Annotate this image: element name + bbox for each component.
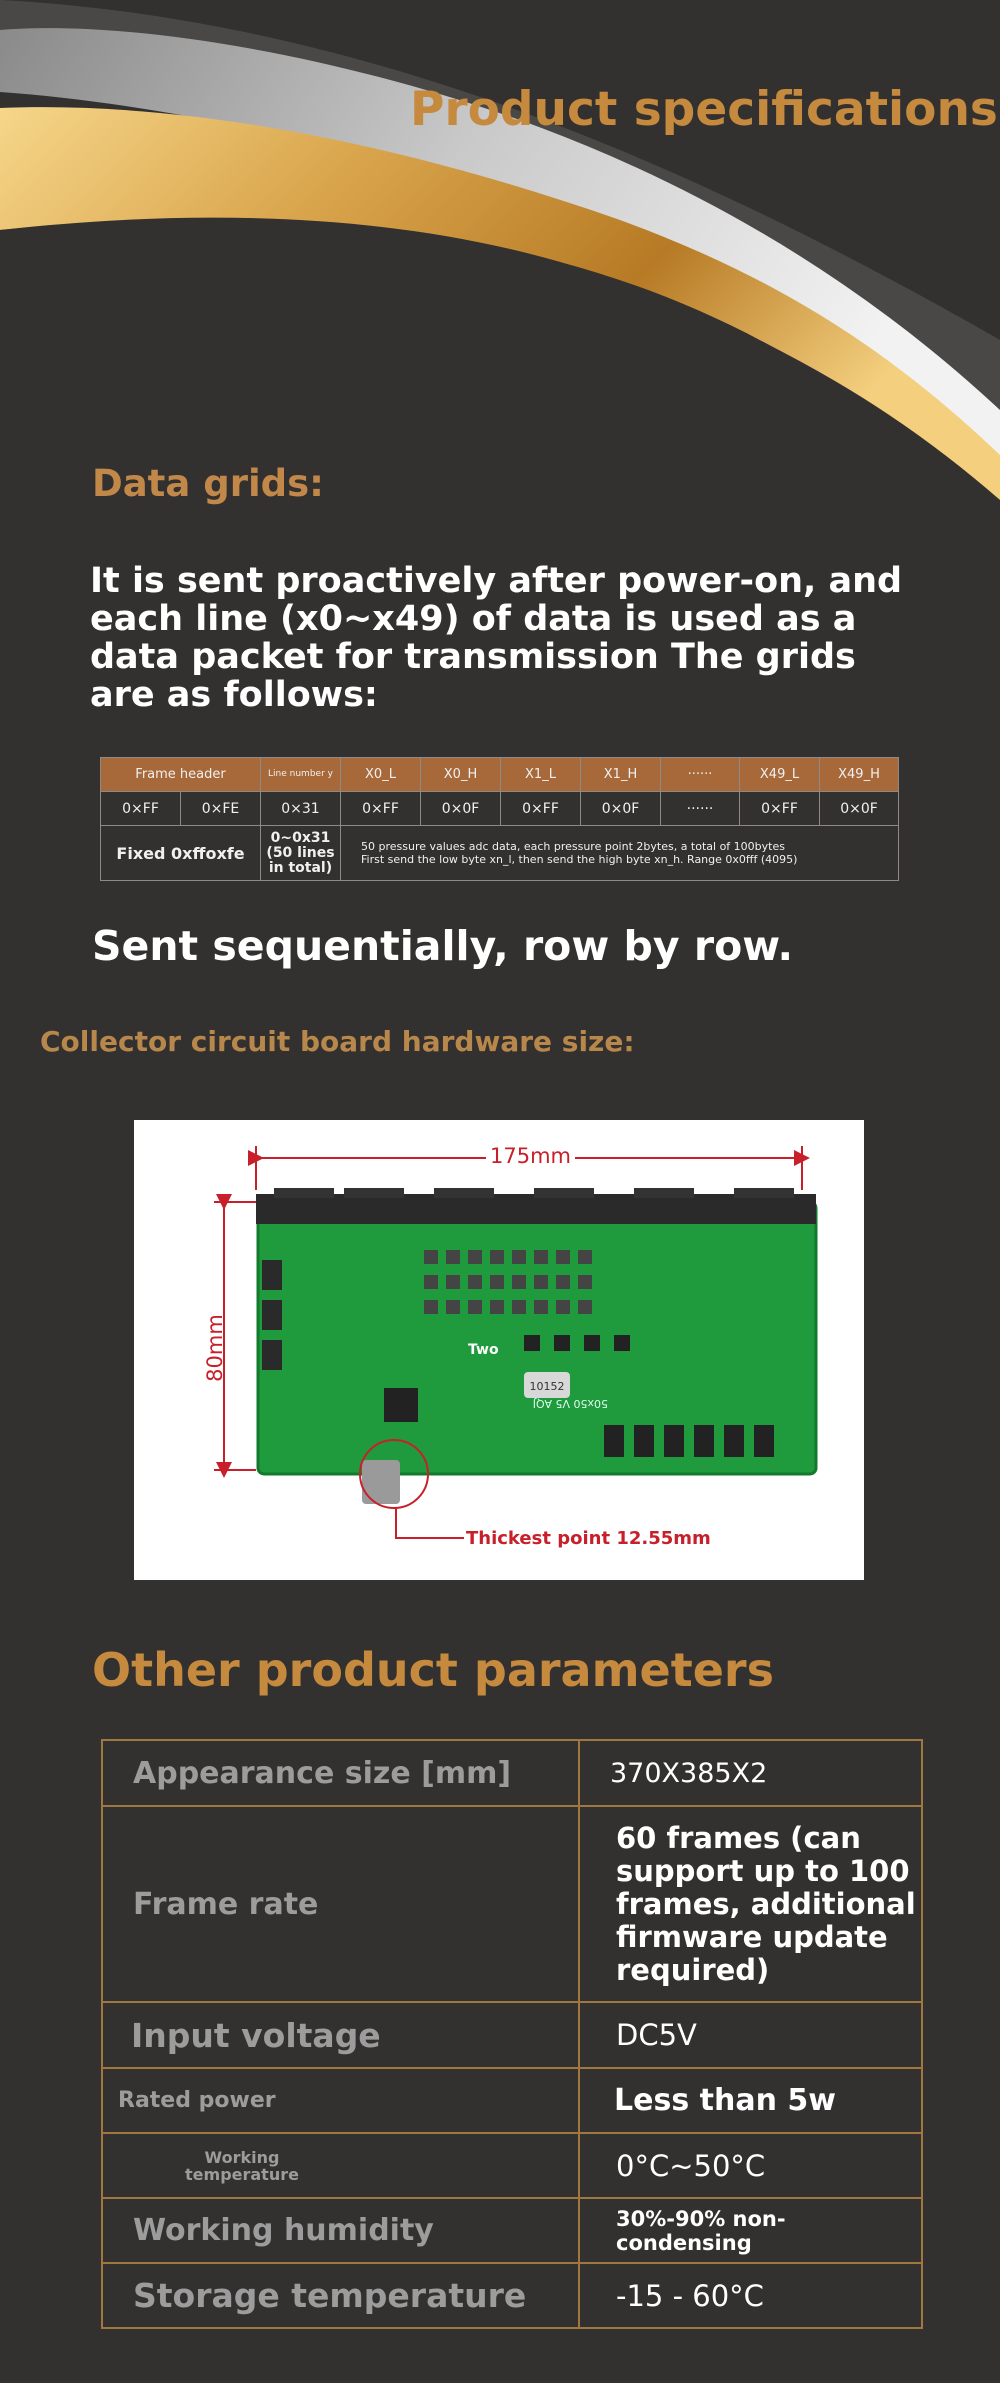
value-cell: 0×FF: [501, 792, 581, 826]
param-row: [102, 1806, 922, 2002]
payload-note-cell: [341, 826, 899, 881]
header-cell: X0_L: [341, 758, 421, 792]
board-thickness-label: Thickest point 12.55mm: [466, 1528, 711, 1549]
other-parameters-heading: Other product parameters: [92, 1643, 774, 1697]
header-cell: X1_L: [501, 758, 581, 792]
value-cell: 0×FF: [740, 792, 820, 826]
fixed-header-cell: Fixed 0xffoxfe: [101, 826, 261, 881]
param-label-text: Working temperature: [185, 2147, 299, 2184]
param-value: 0°C~50°C: [579, 2133, 922, 2198]
value-cell: 0×FF: [341, 792, 421, 826]
param-label: Appearance size [mm]: [102, 1740, 579, 1806]
param-row: [102, 2068, 922, 2133]
param-row: [102, 2002, 922, 2068]
board-sticker-label: 10152: [529, 1380, 565, 1393]
value-cell: 0×31: [261, 792, 341, 826]
param-value: 30%-90% non-condensing: [579, 2198, 922, 2263]
line-range-cell: 0~0x31 (50 lines in total): [261, 826, 341, 881]
header-cell: ······: [661, 758, 740, 792]
header-swoosh-graphic: [0, 0, 1000, 520]
param-label: Frame rate: [102, 1806, 579, 2002]
board-silkscreen-label: 50x50 V5 AQJ: [532, 1397, 608, 1410]
param-value: -15 - 60°C: [579, 2263, 922, 2328]
param-label: Rated power: [102, 2068, 579, 2133]
header-cell: Frame header: [101, 758, 261, 792]
board-width-label: 175mm: [486, 1144, 575, 1168]
value-cell: 0×0F: [581, 792, 661, 826]
param-label: [102, 2133, 579, 2198]
circuit-board-photo: [134, 1120, 864, 1580]
param-row: [102, 2198, 922, 2263]
param-row: [102, 2263, 922, 2328]
param-label: Input voltage: [102, 2002, 579, 2068]
value-cell: 0×0F: [421, 792, 501, 826]
header-cell: X49_L: [740, 758, 820, 792]
protocol-table: [100, 757, 899, 881]
header-cell: X0_H: [421, 758, 501, 792]
param-value: Less than 5w: [579, 2068, 922, 2133]
header-cell: Line number y: [261, 758, 341, 792]
header-cell: X49_H: [820, 758, 899, 792]
param-row: [102, 2133, 922, 2198]
page-title: Product specifications: [410, 82, 998, 137]
circuit-board-image: [134, 1120, 864, 1580]
value-cell: 0×0F: [820, 792, 899, 826]
param-value: 370X385X2: [579, 1740, 922, 1806]
transmission-note: Sent sequentially, row by row.: [92, 922, 794, 970]
header-cell: X1_H: [581, 758, 661, 792]
value-cell: 0×FF: [101, 792, 181, 826]
board-size-heading: Collector circuit board hardware size:: [40, 1025, 635, 1058]
data-grids-heading: Data grids:: [92, 462, 324, 505]
parameters-table: [101, 1739, 923, 2329]
board-height-label: 80mm: [202, 1314, 227, 1382]
payload-note-line: 50 pressure values adc data, each pressure point 2bytes, a total of 100bytes: [361, 840, 785, 853]
chip-label: Two: [468, 1342, 499, 1358]
param-row: [102, 1740, 922, 1806]
payload-note-line: First send the low byte xn_l, then send the high byte xn_h. Range 0x0fff (4095): [361, 853, 798, 866]
param-label: Storage temperature: [102, 2263, 579, 2328]
param-label: Working humidity: [102, 2198, 579, 2263]
value-cell: ······: [661, 792, 740, 826]
param-value: 60 frames (can support up to 100 frames, additional firmware update required): [579, 1806, 922, 2002]
value-cell: 0×FE: [181, 792, 261, 826]
param-value: DC5V: [579, 2002, 922, 2068]
data-grids-description: It is sent proactively after power-on, and each line (x0~x49) of data is used as a data packet for transmission The grids are as follows:: [90, 561, 903, 715]
